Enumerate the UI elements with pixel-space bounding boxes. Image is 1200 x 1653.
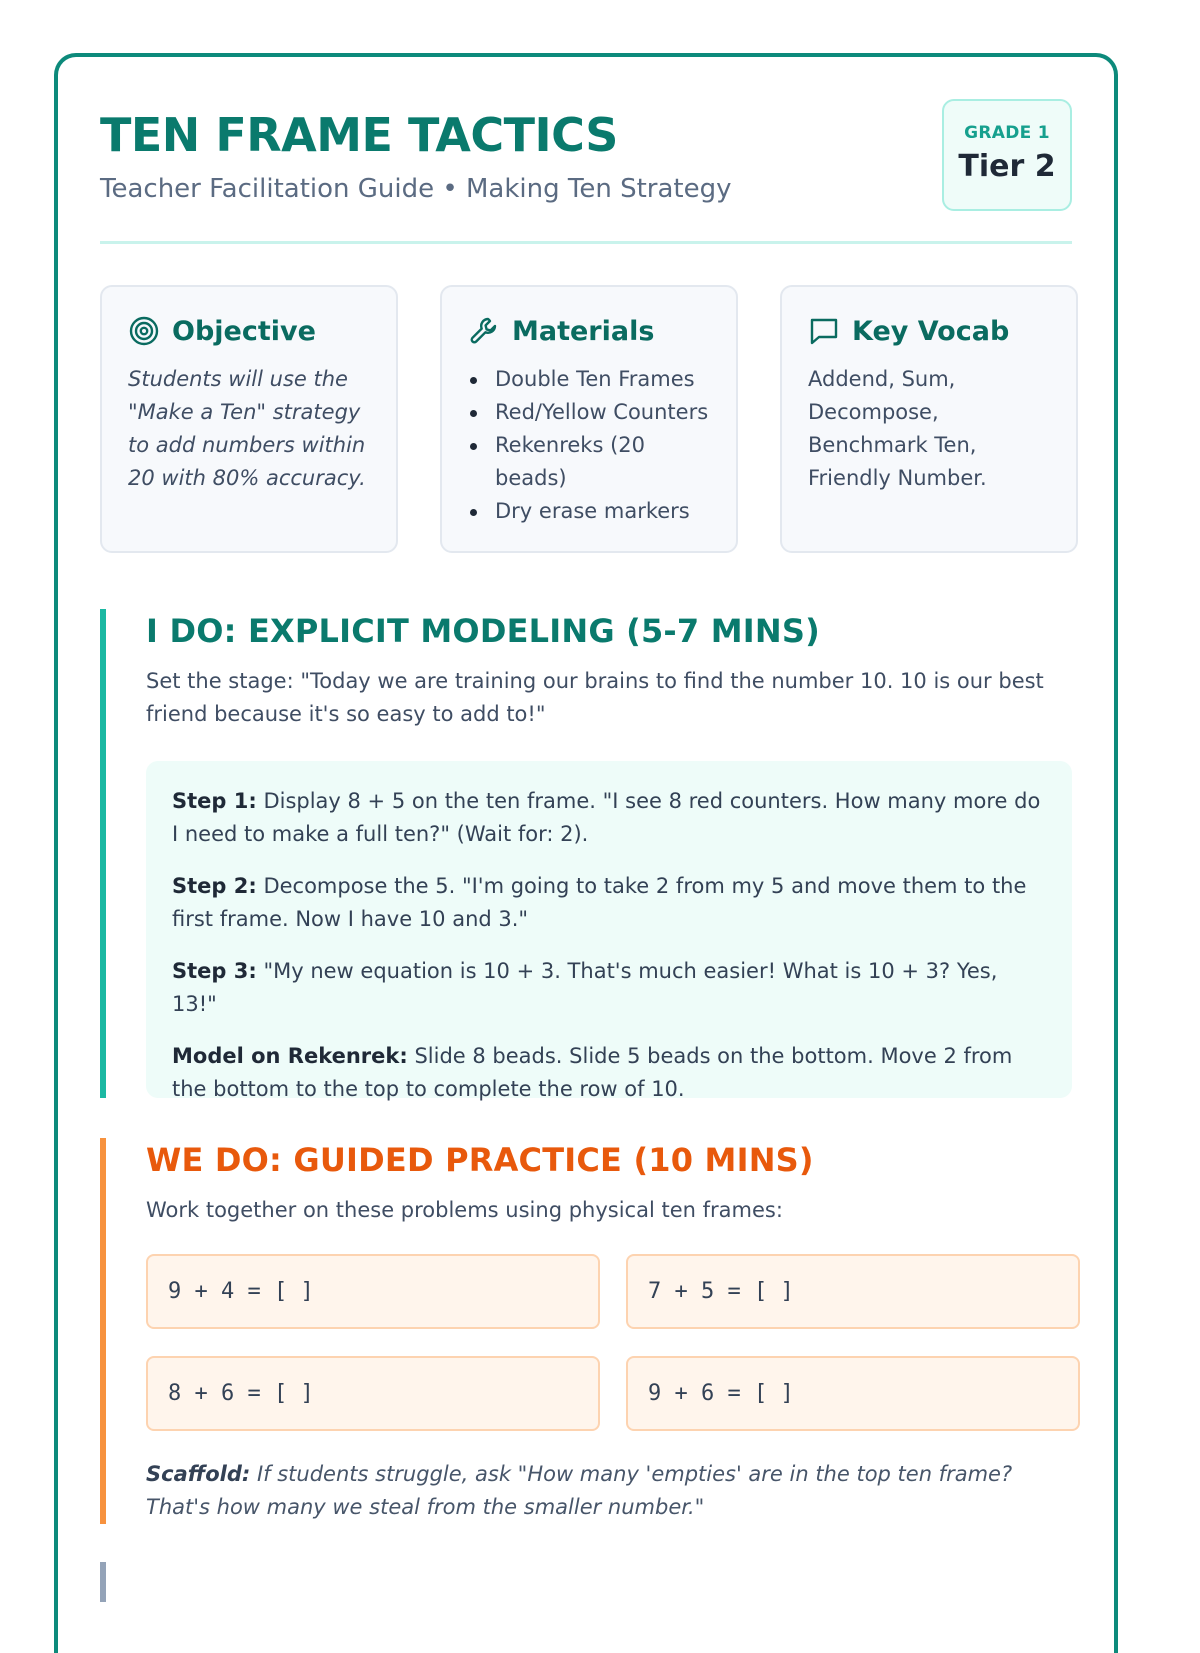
step-text: Slide 8 beads. Slide 5 beads on the bottom. Move 2 from the bottom to the top to complete the row of 10. <box>172 1044 1013 1101</box>
vocab-card <box>780 285 1078 553</box>
scaffold-note <box>146 1458 1062 1524</box>
objective-title: Objective <box>172 315 316 347</box>
objective-header <box>128 313 376 349</box>
list-item: Rekenreks (20 beads) <box>468 429 716 495</box>
practice-problem: 9 + 6 = [ ] <box>626 1356 1080 1431</box>
vocab-title: Key Vocab <box>852 315 1010 347</box>
practice-problem: 9 + 4 = [ ] <box>146 1254 600 1329</box>
i-do-content <box>146 609 1072 1101</box>
we-do-section <box>100 1138 1072 1524</box>
page-subtitle: Teacher Facilitation Guide • Making Ten Strategy <box>100 174 732 204</box>
step-item <box>172 1040 1046 1106</box>
step-label: Model on Rekenrek: <box>172 1044 408 1068</box>
i-do-intro: Set the stage: "Today we are training our brains to find the number 10. 10 is our best friend because it's so easy to add to!" <box>146 669 1044 726</box>
vocab-header <box>808 313 1056 349</box>
step-item <box>172 785 1046 851</box>
lesson-guide-card <box>54 53 1118 1653</box>
materials-header <box>468 313 716 349</box>
target-icon <box>128 315 160 347</box>
step-label: Step 1: <box>172 789 257 813</box>
page-title: TEN FRAME TACTICS <box>100 108 618 162</box>
vocab-text: Addend, Sum, Decompose, Benchmark Ten, Friendly Number. <box>808 367 987 490</box>
steps-box <box>146 761 1072 1101</box>
step-label: Step 3: <box>172 959 257 983</box>
list-item: Dry erase markers <box>468 495 716 528</box>
step-text: Decompose the 5. "I'm going to take 2 from my 5 and move them to the first frame. Now I have 10 and 3." <box>172 874 1027 931</box>
section-accent-bar <box>100 609 106 1098</box>
speech-bubble-icon <box>808 315 840 347</box>
list-item: Red/Yellow Counters <box>468 396 716 429</box>
i-do-title: I DO: EXPLICIT MODELING (5-7 MINS) <box>146 612 820 650</box>
step-item <box>172 955 1046 1021</box>
materials-title: Materials <box>512 315 655 347</box>
we-do-content <box>146 1138 1072 1519</box>
step-item <box>172 870 1046 936</box>
next-section-accent-bar <box>100 1562 106 1602</box>
i-do-section <box>100 609 1072 1101</box>
step-text: Display 8 + 5 on the ten frame. "I see 8 red counters. How many more do I need to make a full ten?" (Wait for: 2). <box>172 789 1041 846</box>
we-do-title: WE DO: GUIDED PRACTICE (10 MINS) <box>146 1141 814 1179</box>
wrench-icon <box>468 315 500 347</box>
scaffold-label: Scaffold: <box>146 1462 251 1486</box>
section-accent-bar <box>100 1138 106 1524</box>
practice-problem: 7 + 5 = [ ] <box>626 1254 1080 1329</box>
objective-card <box>100 285 398 553</box>
header-divider <box>100 241 1072 244</box>
practice-problem: 8 + 6 = [ ] <box>146 1356 600 1431</box>
tier-label: Tier 2 <box>958 149 1056 184</box>
grade-badge <box>942 99 1072 211</box>
we-do-intro: Work together on these problems using physical ten frames: <box>146 1198 783 1222</box>
materials-list <box>468 363 716 528</box>
materials-card <box>440 285 738 553</box>
grade-label: GRADE 1 <box>964 123 1050 143</box>
objective-text: Students will use the "Make a Ten" strategy to add numbers within 20 with 80% accuracy. <box>128 367 366 490</box>
step-label: Step 2: <box>172 874 257 898</box>
list-item: Double Ten Frames <box>468 363 716 396</box>
step-text: "My new equation is 10 + 3. That's much easier! What is 10 + 3? Yes, 13!" <box>172 959 998 1016</box>
scaffold-text: If students struggle, ask "How many 'empties' are in the top ten frame? That's how many we steal from the smaller number." <box>146 1462 1013 1519</box>
lesson-guide-content <box>100 57 1072 1653</box>
